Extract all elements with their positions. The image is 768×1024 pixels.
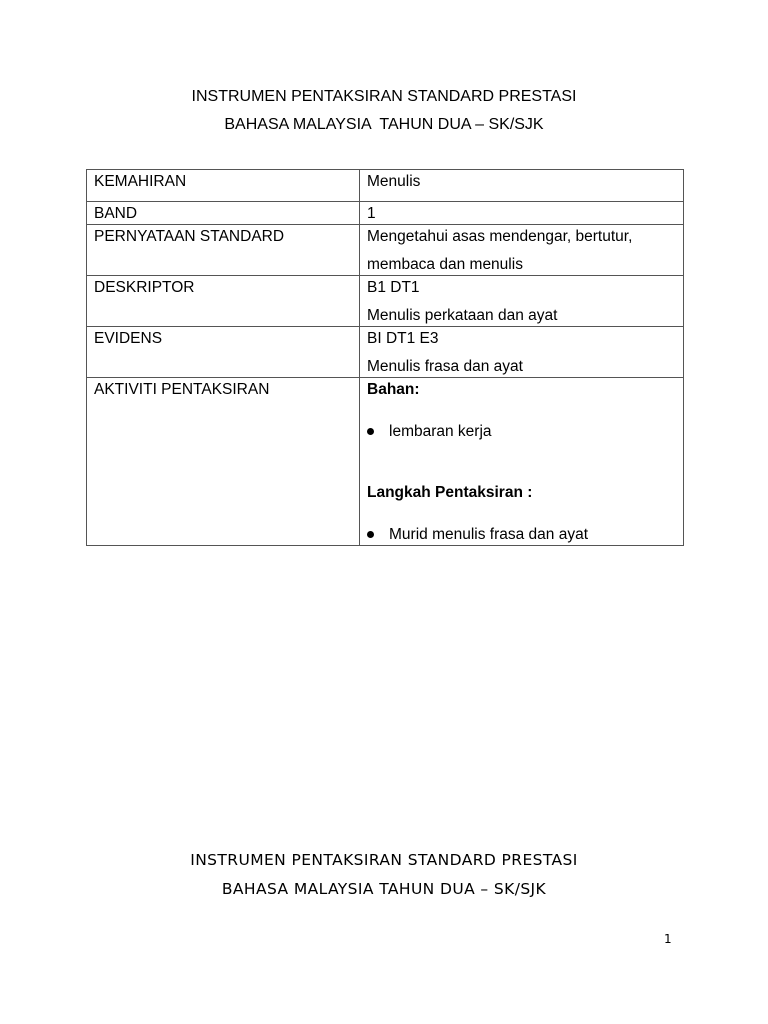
row-label: AKTIVITI PENTAKSIRAN: [87, 378, 360, 546]
table-row: [87, 327, 684, 378]
langkah-item: Murid menulis frasa dan ayat: [389, 526, 589, 543]
table-row: [87, 378, 684, 546]
table-row: [87, 276, 684, 327]
list-item: [367, 421, 676, 442]
row-label: DESKRIPTOR: [87, 276, 360, 327]
row-value-line-2: Menulis frasa dan ayat: [367, 358, 523, 375]
row-value-line-2: membaca dan menulis: [367, 256, 523, 273]
title-line-2: BAHASA MALAYSIA TAHUN DUA – SK/SJK: [224, 116, 544, 133]
page-number: 1: [664, 932, 672, 946]
row-value-line-1: BI DT1 E3: [367, 330, 439, 347]
assessment-table: [86, 169, 684, 546]
row-value-line-2: Menulis perkataan dan ayat: [367, 307, 558, 324]
bahan-item: lembaran kerja: [389, 423, 492, 440]
bahan-heading: Bahan:: [367, 381, 420, 398]
langkah-heading: Langkah Pentaksiran :: [367, 484, 533, 501]
row-value: [360, 276, 684, 327]
row-label: KEMAHIRAN: [87, 170, 360, 202]
row-value: [360, 378, 684, 546]
table-row: [87, 225, 684, 276]
footer-title: [0, 846, 768, 904]
row-label: PERNYATAAN STANDARD: [87, 225, 360, 276]
row-value: [360, 327, 684, 378]
row-value: Menulis: [360, 170, 684, 202]
row-value-line-1: B1 DT1: [367, 279, 420, 296]
bullet-icon: [367, 531, 374, 538]
row-value: 1: [360, 202, 684, 225]
table-row: [87, 202, 684, 225]
row-label: EVIDENS: [87, 327, 360, 378]
row-label: BAND: [87, 202, 360, 225]
row-value-line-1: Mengetahui asas mendengar, bertutur,: [367, 228, 633, 245]
list-item: [367, 524, 676, 545]
footer-title-line-1: INSTRUMEN PENTAKSIRAN STANDARD PRESTASI: [190, 851, 578, 869]
footer-title-line-2: BAHASA MALAYSIA TAHUN DUA – SK/SJK: [221, 880, 547, 898]
table-row: [87, 170, 684, 202]
title-line-1: INSTRUMEN PENTAKSIRAN STANDARD PRESTASI: [191, 88, 577, 105]
row-value: [360, 225, 684, 276]
bullet-icon: [367, 428, 374, 435]
document-title: [0, 83, 768, 139]
